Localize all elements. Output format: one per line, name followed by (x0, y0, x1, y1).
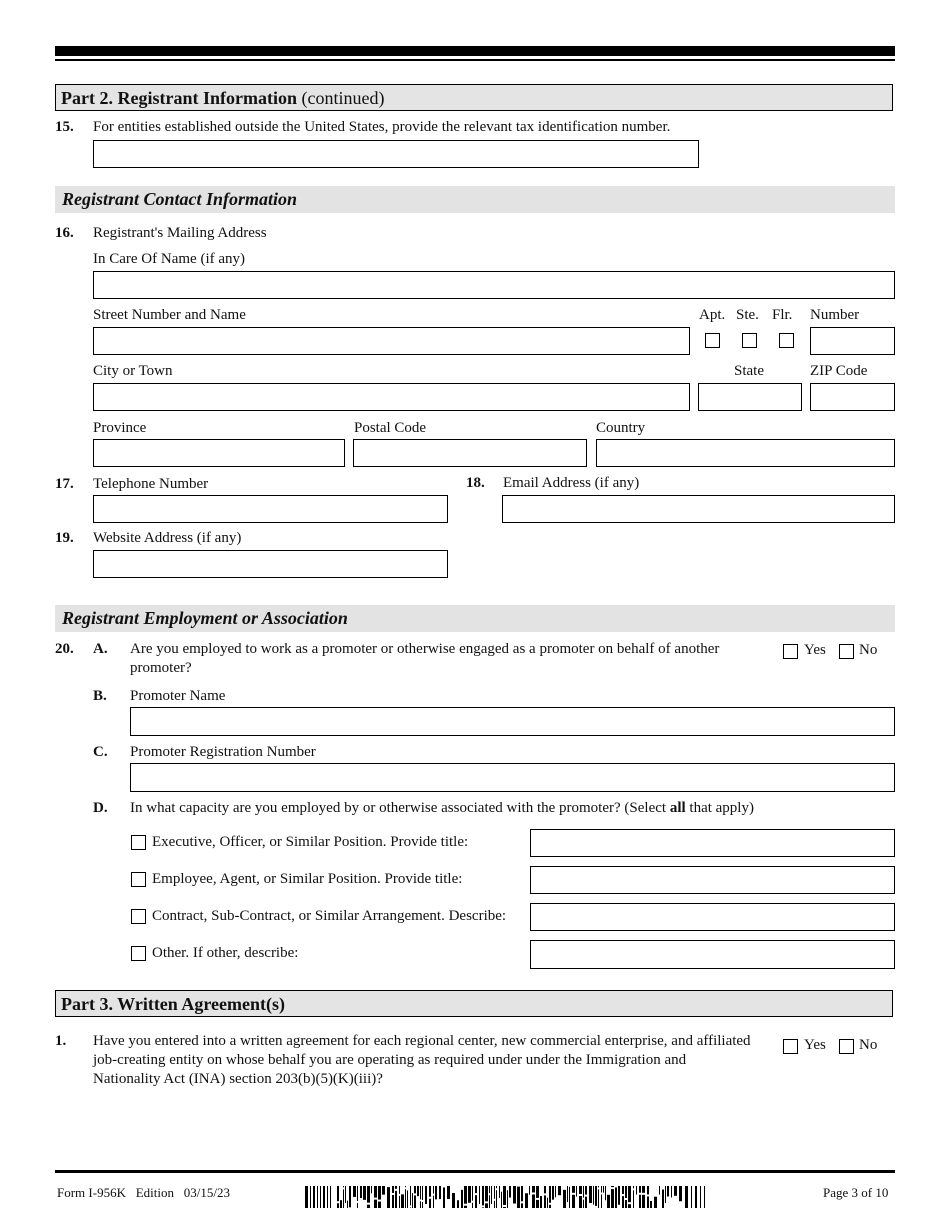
q20-number: 20. (55, 641, 74, 657)
part2-title-continued: (continued) (296, 88, 385, 108)
contact-section-header: Registrant Contact Information (55, 186, 895, 213)
in-care-of-input[interactable] (93, 271, 895, 299)
footer-rule (55, 1170, 895, 1173)
country-input[interactable] (596, 439, 895, 467)
capacity-contract-checkbox[interactable] (131, 909, 146, 924)
promoter-name-input[interactable] (130, 707, 895, 736)
footer-page-number: Page 3 of 10 (823, 1185, 889, 1200)
footer-edition-label: Edition (135, 1185, 174, 1200)
in-care-of-label: In Care Of Name (if any) (93, 251, 246, 267)
capacity-employee-label: Employee, Agent, or Similar Position. Provide title: (152, 871, 463, 887)
q17-label: Telephone Number (93, 476, 209, 492)
q16-number: 16. (55, 225, 74, 241)
zip-input[interactable] (810, 383, 895, 411)
p3q1-yes-checkbox[interactable] (783, 1039, 798, 1054)
country-label: Country (596, 420, 646, 436)
footer-edition-date: 03/15/23 (183, 1185, 230, 1200)
capacity-employee-input[interactable] (530, 866, 895, 894)
q20a-text-line2: promoter? (130, 660, 192, 676)
q18-label: Email Address (if any) (503, 475, 640, 491)
part3-header: Part 3. Written Agreement(s) (55, 990, 893, 1017)
footer-form: Form I-956K (57, 1185, 126, 1200)
q17-number: 17. (55, 476, 74, 492)
capacity-other-checkbox[interactable] (131, 946, 146, 961)
q20d-text-bold: all (669, 800, 686, 816)
p3q1-text-line1: Have you entered into a written agreement for each regional center, new commercial enterprise, and affiliated (93, 1033, 751, 1049)
p3q1-text-line3: Nationality Act (INA) section 203(b)(5)(K)(iii)? (93, 1071, 383, 1087)
unit-number-input[interactable] (810, 327, 895, 355)
q20a-yes-label: Yes (804, 642, 826, 658)
ste-label: Ste. (736, 307, 759, 323)
q20d-text (130, 800, 754, 817)
capacity-contract-label: Contract, Sub-Contract, or Similar Arrangement. Describe: (152, 908, 507, 924)
state-label: State (734, 363, 764, 379)
telephone-input[interactable] (93, 495, 448, 523)
city-input[interactable] (93, 383, 690, 411)
email-input[interactable] (502, 495, 895, 523)
flr-label: Flr. (772, 307, 793, 323)
province-input[interactable] (93, 439, 345, 467)
q20a-text-line1: Are you employed to work as a promoter or otherwise engaged as a promoter on behalf of another (130, 641, 720, 657)
postal-label: Postal Code (354, 420, 427, 436)
q20d-text-pre: In what capacity are you employed by or otherwise associated with the promoter? (Select (130, 800, 670, 816)
q20a-yes-checkbox[interactable] (783, 644, 798, 659)
p3q1-number: 1. (55, 1033, 67, 1049)
capacity-contract-input[interactable] (530, 903, 895, 931)
q20d-text-post: that apply) (685, 800, 754, 816)
street-label: Street Number and Name (93, 307, 246, 323)
q20b-label: Promoter Name (130, 688, 226, 704)
q20a-no-checkbox[interactable] (839, 644, 854, 659)
apt-checkbox[interactable] (705, 333, 720, 348)
q18-number: 18. (466, 475, 485, 491)
capacity-executive-label: Executive, Officer, or Similar Position. Provide title: (152, 834, 469, 850)
q20a-letter: A. (93, 641, 108, 657)
q20c-label: Promoter Registration Number (130, 744, 316, 760)
barcode-image (305, 1186, 712, 1208)
state-select[interactable] (698, 383, 802, 411)
capacity-executive-checkbox[interactable] (131, 835, 146, 850)
capacity-other-input[interactable] (530, 940, 895, 969)
city-label: City or Town (93, 363, 173, 379)
q20a-no-label: No (859, 642, 878, 658)
number-label: Number (810, 307, 860, 323)
ste-checkbox[interactable] (742, 333, 757, 348)
top-rule-thick (55, 46, 895, 56)
footer-form-id (57, 1185, 230, 1201)
q16-label: Registrant's Mailing Address (93, 225, 267, 241)
zip-label: ZIP Code (810, 363, 868, 379)
promoter-registration-input[interactable] (130, 763, 895, 792)
postal-input[interactable] (353, 439, 587, 467)
q15-number: 15. (55, 119, 74, 135)
q19-number: 19. (55, 530, 74, 546)
part2-header (55, 84, 893, 111)
p3q1-no-checkbox[interactable] (839, 1039, 854, 1054)
apt-label: Apt. (699, 307, 726, 323)
capacity-employee-checkbox[interactable] (131, 872, 146, 887)
street-input[interactable] (93, 327, 690, 355)
q19-label: Website Address (if any) (93, 530, 242, 546)
capacity-executive-input[interactable] (530, 829, 895, 857)
website-input[interactable] (93, 550, 448, 578)
p3q1-yes-label: Yes (804, 1037, 826, 1053)
province-label: Province (93, 420, 147, 436)
part2-title: Part 2. Registrant Information (61, 88, 297, 108)
capacity-other-label: Other. If other, describe: (152, 945, 299, 961)
top-rule-thin (55, 59, 895, 61)
q15-label: For entities established outside the United States, provide the relevant tax identification number. (93, 119, 671, 135)
q20b-letter: B. (93, 688, 107, 704)
tax-id-input[interactable] (93, 140, 699, 168)
p3q1-text-line2: job-creating entity on whose behalf you are operating as required under under the Immigration and (93, 1052, 687, 1068)
q20c-letter: C. (93, 744, 108, 760)
employment-section-header: Registrant Employment or Association (55, 605, 895, 632)
p3q1-no-label: No (859, 1037, 878, 1053)
flr-checkbox[interactable] (779, 333, 794, 348)
q20d-letter: D. (93, 800, 108, 816)
